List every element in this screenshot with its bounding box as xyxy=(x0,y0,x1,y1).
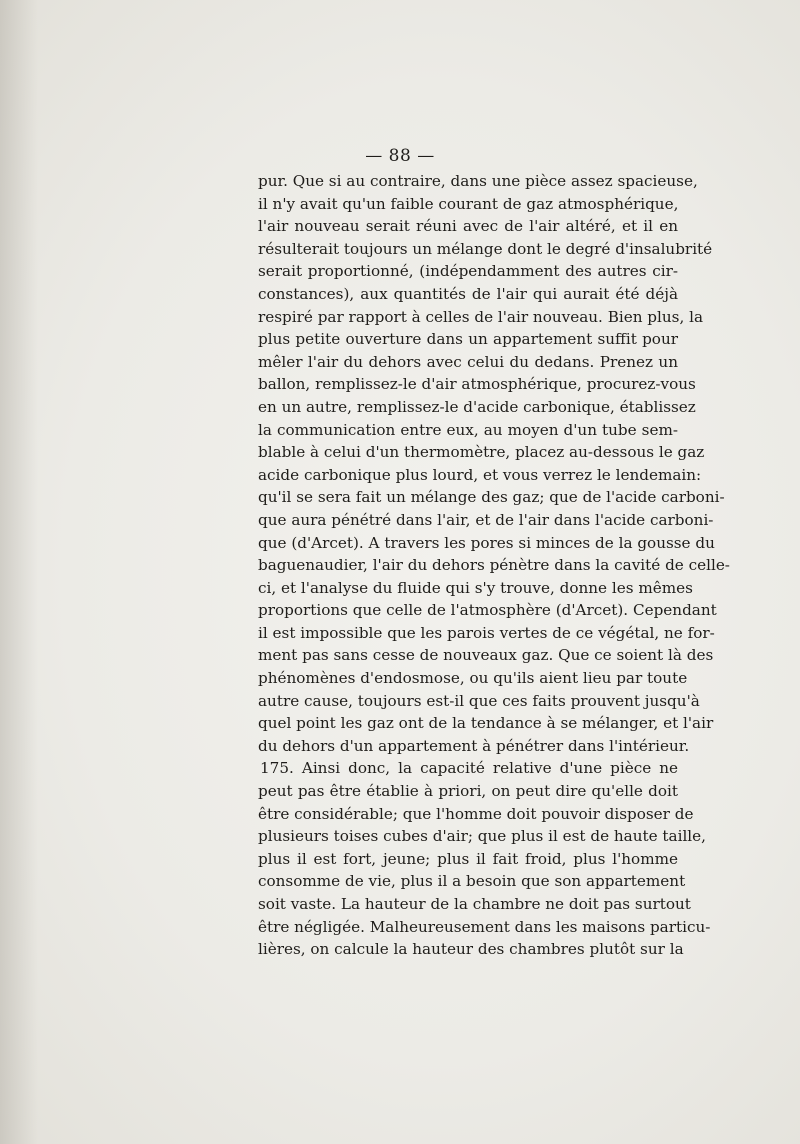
text-line: serait proportionné, (indépendamment des autres cir- xyxy=(258,262,678,281)
text-line: autre cause, toujours est-il que ces faits prouvent jusqu'à xyxy=(258,691,700,710)
text-line: phénomènes d'endosmose, ou qu'ils aient lieu par toute xyxy=(258,669,688,688)
text-line: soit vaste. La hauteur de la chambre ne doit pas surtout xyxy=(258,895,691,913)
text-line: respiré par rapport à celles de l'air nouveau. Bien plus, la xyxy=(258,307,704,326)
text-line: ballon, remplissez-le d'air atmosphérique, procurez-vous xyxy=(258,375,696,394)
text-line: plusieurs toises cubes d'air; que plus il est de haute taille, xyxy=(258,827,706,846)
text-line: être considérable; que l'homme doit pouvoir disposer de xyxy=(258,804,694,823)
body-text xyxy=(258,170,730,961)
text-line: peut pas être établie à priori, on peut dire qu'elle doit xyxy=(258,782,678,801)
text-line: proportions que celle de l'atmosphère (d'Arcet). Cependant xyxy=(258,601,717,620)
text-line: blable à celui d'un thermomètre, placez au-dessous le gaz xyxy=(258,443,705,462)
text-line: il n'y avait qu'un faible courant de gaz atmosphérique, xyxy=(258,194,679,213)
text-line: ci, et l'analyse du fluide qui s'y trouve, donne les mêmes xyxy=(258,578,693,597)
page-number: — 88 — xyxy=(365,146,435,166)
text-line: ment pas sans cesse de nouveaux gaz. Que ce soient là des xyxy=(258,646,714,665)
text-line: pur. Que si au contraire, dans une pièce assez spacieuse, xyxy=(258,172,698,190)
text-line: il est impossible que les parois vertes de ce végétal, ne for- xyxy=(258,623,715,642)
text-line: quel point les gaz ont de la tendance à se mélanger, et l'air xyxy=(258,714,714,733)
text-line: baguenaudier, l'air du dehors pénètre dans la cavité de celle- xyxy=(258,556,730,575)
text-line: consomme de vie, plus il a besoin que son appartement xyxy=(258,872,686,891)
page-gutter-shadow xyxy=(0,0,38,1144)
text-line: résulterait toujours un mélange dont le degré d'insalubrité xyxy=(258,239,713,258)
text-line: la communication entre eux, au moyen d'un tube sem- xyxy=(258,420,678,439)
text-line: plus il est fort, jeune; plus il fait froid, plus l'homme xyxy=(258,849,678,868)
text-line: que (d'Arcet). A travers les pores si minces de la gousse du xyxy=(258,533,715,552)
text-line: mêler l'air du dehors avec celui du dedans. Prenez un xyxy=(258,352,678,371)
text-line: qu'il se sera fait un mélange des gaz; que de l'acide carboni- xyxy=(258,488,725,507)
text-line: acide carbonique plus lourd, et vous verrez le lendemain: xyxy=(258,465,702,484)
text-line: l'air nouveau serait réuni avec de l'air altéré, et il en xyxy=(258,217,678,236)
text-line: que aura pénétré dans l'air, et de l'air dans l'acide carboni- xyxy=(258,510,714,529)
text-line: être négligée. Malheureusement dans les maisons particu- xyxy=(258,917,711,936)
text-line: lières, on calcule la hauteur des chambres plutôt sur la xyxy=(258,940,684,959)
text-line: plus petite ouverture dans un appartement suffit pour xyxy=(258,330,678,349)
text-line: en un autre, remplissez-le d'acide carbonique, établissez xyxy=(258,397,696,416)
text-line: du dehors d'un appartement à pénétrer dans l'intérieur. xyxy=(258,736,690,755)
paragraph-175-start: 175. Ainsi donc, la capacité relative d'une pièce ne xyxy=(260,759,678,778)
text-line: constances), aux quantités de l'air qui aurait été déjà xyxy=(258,284,678,303)
